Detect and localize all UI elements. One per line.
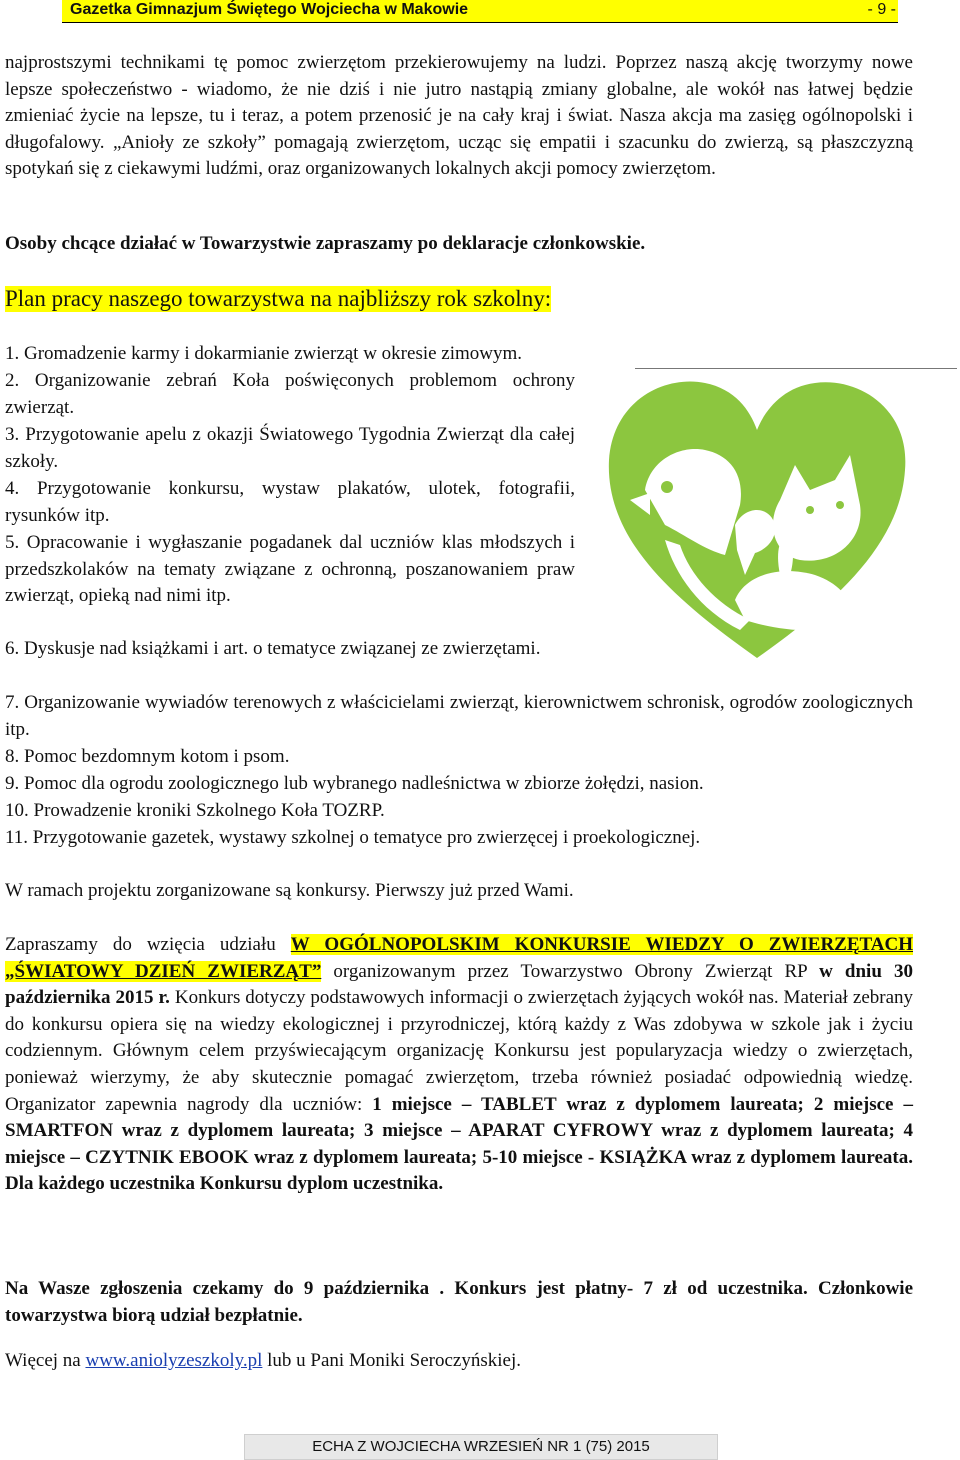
deadline-notice: Na Wasze zgłoszenia czekamy do 9 października . Konkurs jest płatny- 7 zł od uczestnika. Członkowie towarzystwa biorą udział bezpłatnie. [5,1278,913,1326]
plan-item-9: 9. Pomoc dla ogrodu zoologicznego lub wybranego nadleśnictwa w zbiorze żołędzi, nasion. [5,773,704,794]
heart-animals-logo-icon [605,375,910,660]
contest-name: W OGÓLNOPOLSKIM KONKURSIE WIEDZY O ZWIERZĘTACH „ŚWIATOWY DZIEŃ ZWIERZĄT” [5,934,914,982]
plan-item-2: 2. Organizowanie zebrań Koła poświęconych problemom ochrony zwierząt. [5,370,575,418]
plan-item-6: 6. Dyskusje nad książkami i art. o tematyce związanej ze zwierzętami. [5,638,541,659]
page-footer: ECHA Z WOJCIECHA WRZESIEŃ NR 1 (75) 2015 [244,1434,718,1460]
page-number: - 9 - [867,1,896,18]
plan-item-1: 1. Gromadzenie karmy i dokarmianie zwierząt w okresie zimowym. [5,343,523,364]
plan-item-4: 4. Przygotowanie konkursu, wystaw plakatów, ulotek, fotografii, rysunków itp. [5,478,575,526]
contest-prizes: 1 miejsce – TABLET wraz z dyplomem laureata; 2 miejsce – SMARTFON wraz z dyplomem laureata; 3 miejsce – APARAT CYFROWY wraz z dyplomem laureata; 4 miejsce – CZYTNIK EBOOK wraz z dyplomem laureata; 5-10 miejsce - KSIĄŻKA wraz z dyplomem laureata. Dla każdego uczestnika Konkursu dyplom uczestnika. [5,1093,913,1195]
more-info [5,1348,913,1375]
plan-item-7: 7. Organizowanie wywiadów terenowych z właścicielami zwierząt, kierownictwem schronisk, ogrodów zoologicznych itp. [5,692,913,740]
website-link[interactable]: www.aniolyzeszkoly.pl [85,1350,263,1371]
plan-item-11: 11. Przygotowanie gazetek, wystawy szkolnej o tematyce pro zwierzęcej i proekologicznej. [5,827,701,848]
intro-paragraph [5,50,913,183]
contests-intro: W ramach projektu zorganizowane są konkursy. Pierwszy już przed Wami. [5,880,574,901]
plan-title: Plan pracy naszego towarzystwa na najbliższy rok szkolny: [5,286,552,311]
contest-date: w dniu 30 października 2015 r. [5,960,914,1009]
page-header [62,0,898,23]
plan-item-5: 5. Opracowanie i wygłaszanie pogadanek dal uczniów klas młodszych i przedszkolaków na tematy związane z ochronną, poszanowaniem praw zwierząt, opieką nad nimi itp. [5,532,575,607]
divider-line [635,368,957,369]
plan-item-10: 10. Prowadzenie kroniki Szkolnego Koła TOZRP. [5,800,385,821]
plan-item-8: 8. Pomoc bezdomnym kotom i psom. [5,746,290,767]
more-lead: Więcej na [5,1350,86,1371]
membership-invite: Osoby chcące działać w Towarzystwie zapraszamy po deklaracje członkowskie. [5,233,646,254]
contest-organizer: organizowanym przez Towarzystwo Obrony Zwierząt RP [321,960,820,982]
intro-text: najprostszymi technikami tę pomoc zwierzętom przekierowujemy na ludzi. Poprzez naszą akcję tworzymy nowe lepsze społeczeństwo - wiadomo, że nie dziś i nie jutro nastąpią zmiany globalne, ale wokół nas łatwej będzie zmieniać życie na lepsze, tu i teraz, a potem przenosić je na cały kraj i świat. Nasza akcja ma zasięg ogólnopolski i długofalowy. [5,52,913,153]
contest-lead: Zapraszamy do wzięcia udziału [5,934,291,955]
plan-item-3: 3. Przygotowanie apelu z okazji Światowego Tygodnia Zwierząt dla całej szkoły. [5,424,575,472]
header-title: Gazetka Gimnazjum Świętego Wojciecha w Makowie [70,1,469,18]
intro-text-2: „Anioły ze szkoły” pomagają zwierzętom, ucząc się empatii i szacunku do zwierzą, są płaszczyzną spotykań się z ciekawymi ludźmi, oraz organizowanych lokalnych akcji pomocy zwierzętom. [5,131,914,180]
contest-body: Konkurs dotyczy podstawowych informacji o zwierzętach żyjących wokół nas. Materiał zebrany do konkursu opiera się na wiedzy ekologicznej i przyrodniczej, którą każdy z Was zdobywa w szkole jak i życiu codziennym. Głównym celem przyświecającym organizację Konkursu jest popularyzacja wiedzy o zwierzętach, ponieważ wierzymy, że aby skutecznie pomagać zwierzętom, trzeba również posiadać odpowiednią wiedzę. Organizator zapewnia nagrody dla uczniów: [5,987,914,1115]
more-tail: lub u Pani Moniki Seroczyńskiej. [262,1350,521,1371]
contest-paragraph [5,932,913,1198]
